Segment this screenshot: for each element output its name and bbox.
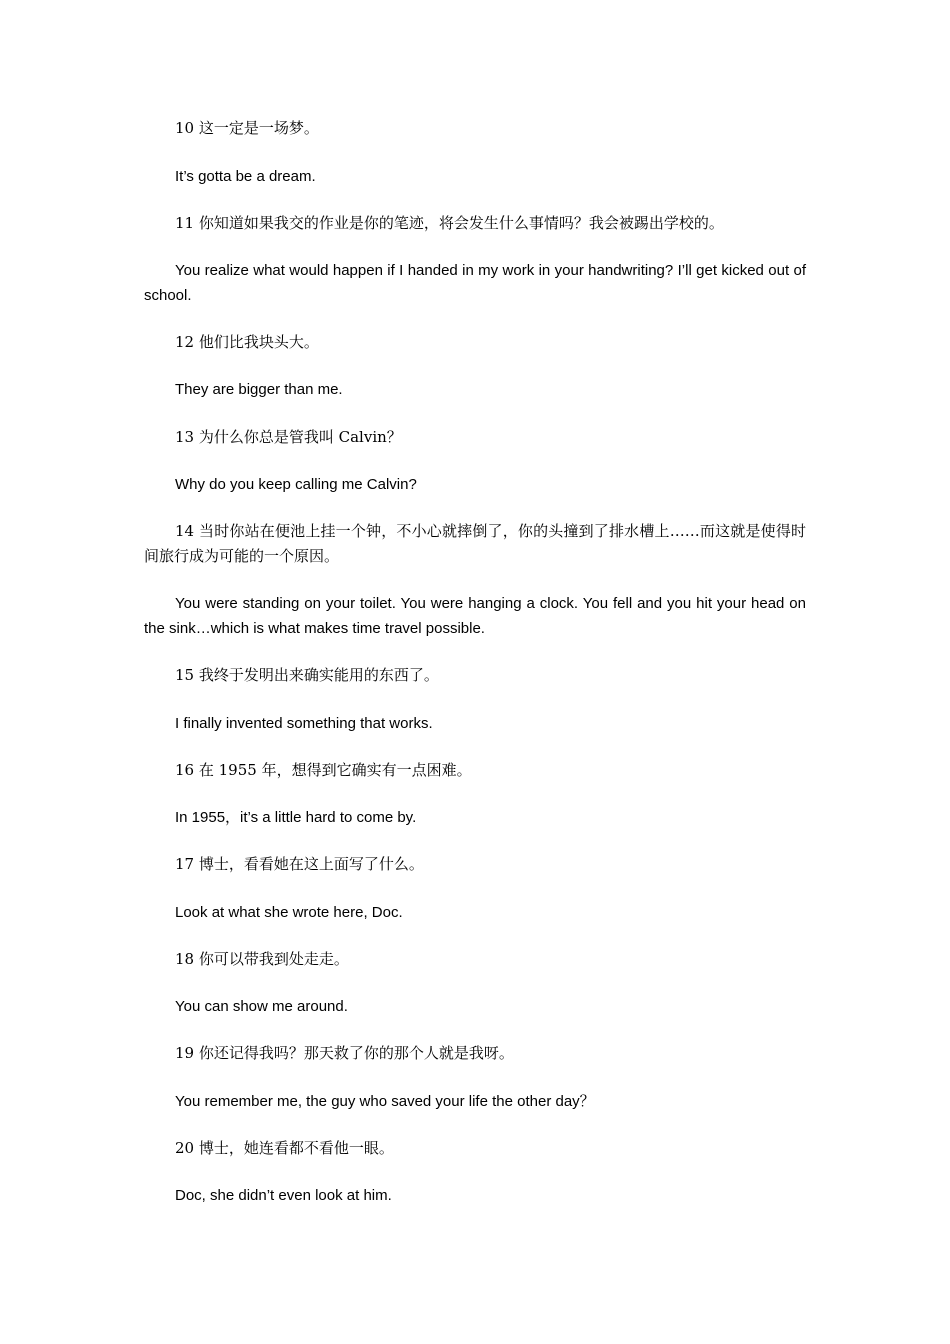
english-line-20: Doc, she didn’t even look at him. [175,1187,392,1204]
chinese-line-17: 17 博士，看看她在这上面写了什么。 [175,855,424,873]
chinese-line-20: 20 博士，她连看都不看他一眼。 [175,1139,394,1157]
english-line-16: In 1955，it’s a little hard to come by. [175,809,417,826]
chinese-line-12: 12 他们比我块头大。 [175,333,319,351]
chinese-line-10: 10 这一定是一场梦。 [175,119,319,137]
english-line-18: You can show me around. [175,998,348,1015]
english-line-11: You realize what would happen if I handed in my work in your handwriting? I’ll get kicked out of school. [144,262,806,304]
chinese-line-13: 13 为什么你总是管我叫 Calvin？ [175,428,402,446]
document-page [144,0,806,1344]
chinese-line-14: 14 当时你站在便池上挂一个钟，不小心就摔倒了，你的头撞到了排水槽上……而这就是使得时间旅行成为可能的一个原因。 [144,522,806,565]
chinese-line-18: 18 你可以带我到处走走。 [175,950,349,968]
english-line-19: You remember me, the guy who saved your life the other day？ [175,1093,595,1110]
english-line-10: It’s gotta be a dream. [175,168,316,185]
english-line-17: Look at what she wrote here, Doc. [175,904,403,921]
english-line-14: You were standing on your toilet. You were hanging a clock. You fell and you hit your head on the sink…which is what makes time travel possible. [144,595,806,637]
chinese-line-16: 16 在 1955 年，想得到它确实有一点困难。 [175,761,472,779]
english-line-15: I finally invented something that works. [175,715,433,732]
chinese-line-15: 15 我终于发明出来确实能用的东西了。 [175,666,439,684]
english-line-13: Why do you keep calling me Calvin? [175,476,417,493]
chinese-line-19: 19 你还记得我吗？那天救了你的那个人就是我呀。 [175,1044,514,1062]
chinese-line-11: 11 你知道如果我交的作业是你的笔迹，将会发生什么事情吗？我会被踢出学校的。 [175,214,724,232]
english-line-12: They are bigger than me. [175,381,343,398]
